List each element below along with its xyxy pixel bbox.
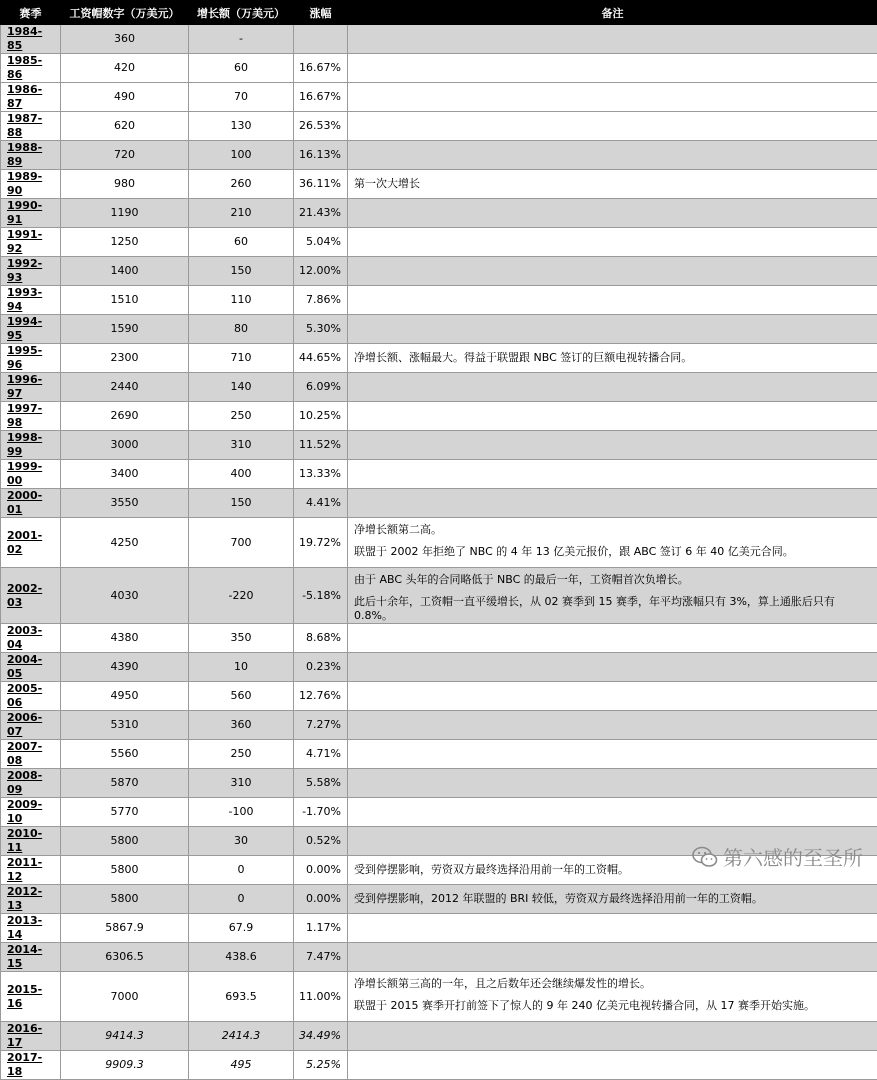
- cap-cell: 360: [61, 25, 189, 54]
- increase-cell: 140: [189, 373, 294, 402]
- percent-cell: 26.53%: [294, 112, 348, 141]
- increase-cell: 310: [189, 769, 294, 798]
- note-cell: [348, 54, 877, 83]
- percent-cell: -1.70%: [294, 798, 348, 827]
- table-row: [1, 286, 877, 315]
- table-row: [1, 199, 877, 228]
- season-cell: 2004-05: [1, 653, 61, 682]
- season-cell: 2001-02: [1, 518, 61, 568]
- cap-cell: 5867.9: [61, 914, 189, 943]
- percent-cell: 16.67%: [294, 83, 348, 112]
- note-cell: [348, 286, 877, 315]
- note-line-1: 净增长额、涨幅最大。得益于联盟跟 NBC 签订的巨额电视转播合同。: [354, 351, 873, 365]
- header-note: 备注: [348, 1, 877, 25]
- cap-cell: 1190: [61, 199, 189, 228]
- note-cell: [348, 83, 877, 112]
- note-cell: [348, 25, 877, 54]
- increase-cell: 0: [189, 885, 294, 914]
- note-cell: [348, 624, 877, 653]
- percent-cell: 6.09%: [294, 373, 348, 402]
- cap-cell: 1250: [61, 228, 189, 257]
- note-line-2: 此后十余年，工资帽一直平缓增长，从 02 赛季到 15 赛季，年平均涨幅只有 3%，算上通胀后只有 0.8%。: [354, 595, 873, 623]
- table-row: [1, 798, 877, 827]
- note-cell: [348, 972, 877, 1022]
- increase-cell: 438.6: [189, 943, 294, 972]
- percent-cell: 11.00%: [294, 972, 348, 1022]
- header-cap: 工资帽数字（万美元）: [61, 1, 189, 25]
- cap-cell: 4250: [61, 518, 189, 568]
- table-row: [1, 972, 877, 1022]
- percent-cell: 10.25%: [294, 402, 348, 431]
- watermark-text: 第六感的至圣所: [723, 842, 863, 871]
- increase-cell: 100: [189, 141, 294, 170]
- increase-cell: 60: [189, 228, 294, 257]
- season-cell: 2006-07: [1, 711, 61, 740]
- increase-cell: -: [189, 25, 294, 54]
- cap-cell: 2690: [61, 402, 189, 431]
- table-row: [1, 489, 877, 518]
- cap-cell: 2440: [61, 373, 189, 402]
- note-cell: [348, 653, 877, 682]
- percent-cell: 0.00%: [294, 856, 348, 885]
- percent-cell: 0.00%: [294, 885, 348, 914]
- season-cell: 2011-12: [1, 856, 61, 885]
- table-row: [1, 711, 877, 740]
- increase-cell: -220: [189, 568, 294, 624]
- note-cell: [348, 943, 877, 972]
- cap-cell: 5770: [61, 798, 189, 827]
- season-cell: 1997-98: [1, 402, 61, 431]
- increase-cell: 310: [189, 431, 294, 460]
- percent-cell: 4.41%: [294, 489, 348, 518]
- season-cell: 2009-10: [1, 798, 61, 827]
- season-cell: 2003-04: [1, 624, 61, 653]
- season-cell: 2007-08: [1, 740, 61, 769]
- percent-cell: 44.65%: [294, 344, 348, 373]
- percent-cell: 16.67%: [294, 54, 348, 83]
- note-cell: [348, 489, 877, 518]
- cap-cell: 1510: [61, 286, 189, 315]
- percent-cell: 0.23%: [294, 653, 348, 682]
- percent-cell: 12.76%: [294, 682, 348, 711]
- increase-cell: 693.5: [189, 972, 294, 1022]
- cap-cell: 1590: [61, 315, 189, 344]
- cap-cell: 4380: [61, 624, 189, 653]
- percent-cell: 0.52%: [294, 827, 348, 856]
- table-row: [1, 83, 877, 112]
- table-row: [1, 402, 877, 431]
- note-cell: [348, 373, 877, 402]
- note-line-1: 净增长额第三高的一年，且之后数年还会继续爆发性的增长。: [354, 977, 873, 991]
- increase-cell: 110: [189, 286, 294, 315]
- percent-cell: 36.11%: [294, 170, 348, 199]
- increase-cell: 150: [189, 257, 294, 286]
- season-cell: 1992-93: [1, 257, 61, 286]
- cap-cell: 6306.5: [61, 943, 189, 972]
- note-cell: [348, 170, 877, 199]
- percent-cell: 13.33%: [294, 460, 348, 489]
- cap-cell: 5800: [61, 856, 189, 885]
- note-cell: [348, 798, 877, 827]
- cap-cell: 9414.3: [61, 1022, 189, 1051]
- table-row: [1, 943, 877, 972]
- cap-cell: 5800: [61, 827, 189, 856]
- percent-cell: 21.43%: [294, 199, 348, 228]
- percent-cell: 7.86%: [294, 286, 348, 315]
- percent-cell: [294, 25, 348, 54]
- table-row: [1, 431, 877, 460]
- increase-cell: 2414.3: [189, 1022, 294, 1051]
- note-line-1: 净增长额第二高。: [354, 523, 873, 537]
- increase-cell: 0: [189, 856, 294, 885]
- increase-cell: 260: [189, 170, 294, 199]
- cap-cell: 620: [61, 112, 189, 141]
- note-line-1: 受到停摆影响，劳资双方最终选择沿用前一年的工资帽。: [354, 863, 873, 877]
- season-cell: 2014-15: [1, 943, 61, 972]
- table-row: [1, 228, 877, 257]
- note-cell: [348, 885, 877, 914]
- season-cell: 2002-03: [1, 568, 61, 624]
- season-cell: 1996-97: [1, 373, 61, 402]
- table-row: [1, 257, 877, 286]
- table-row: [1, 740, 877, 769]
- percent-cell: 5.30%: [294, 315, 348, 344]
- note-line-1: 受到停摆影响，2012 年联盟的 BRI 较低，劳资双方最终选择沿用前一年的工资帽。: [354, 892, 873, 906]
- cap-cell: 420: [61, 54, 189, 83]
- table-row: [1, 344, 877, 373]
- season-cell: 2013-14: [1, 914, 61, 943]
- percent-cell: -5.18%: [294, 568, 348, 624]
- percent-cell: 5.25%: [294, 1051, 348, 1080]
- season-cell: 2012-13: [1, 885, 61, 914]
- table-row: [1, 885, 877, 914]
- increase-cell: 60: [189, 54, 294, 83]
- note-cell: [348, 568, 877, 624]
- note-cell: [348, 402, 877, 431]
- season-cell: 1989-90: [1, 170, 61, 199]
- note-cell: [348, 518, 877, 568]
- note-cell: [348, 315, 877, 344]
- increase-cell: 130: [189, 112, 294, 141]
- table-row: [1, 141, 877, 170]
- note-line-2: 联盟于 2015 赛季开打前签下了惊人的 9 年 240 亿美元电视转播合同，从 17 赛季开始实施。: [354, 999, 873, 1013]
- season-cell: 2010-11: [1, 827, 61, 856]
- season-cell: 2017-18: [1, 1051, 61, 1080]
- note-cell: [348, 141, 877, 170]
- cap-cell: 5560: [61, 740, 189, 769]
- cap-cell: 1400: [61, 257, 189, 286]
- increase-cell: 495: [189, 1051, 294, 1080]
- percent-cell: 4.71%: [294, 740, 348, 769]
- cap-cell: 2300: [61, 344, 189, 373]
- table-row: [1, 25, 877, 54]
- season-cell: 2016-17: [1, 1022, 61, 1051]
- note-cell: [348, 711, 877, 740]
- cap-cell: 7000: [61, 972, 189, 1022]
- percent-cell: 12.00%: [294, 257, 348, 286]
- season-cell: 1999-00: [1, 460, 61, 489]
- season-cell: 1991-92: [1, 228, 61, 257]
- season-cell: 2005-06: [1, 682, 61, 711]
- season-cell: 1988-89: [1, 141, 61, 170]
- note-cell: [348, 112, 877, 141]
- cap-cell: 3400: [61, 460, 189, 489]
- percent-cell: 5.58%: [294, 769, 348, 798]
- table-row: [1, 1022, 877, 1051]
- percent-cell: 8.68%: [294, 624, 348, 653]
- increase-cell: 10: [189, 653, 294, 682]
- header-season: 赛季: [1, 1, 61, 25]
- percent-cell: 19.72%: [294, 518, 348, 568]
- increase-cell: 150: [189, 489, 294, 518]
- increase-cell: 250: [189, 740, 294, 769]
- season-cell: 1986-87: [1, 83, 61, 112]
- percent-cell: 1.17%: [294, 914, 348, 943]
- note-cell: [348, 431, 877, 460]
- cap-cell: 490: [61, 83, 189, 112]
- increase-cell: 80: [189, 315, 294, 344]
- table-row: [1, 315, 877, 344]
- season-cell: 1985-86: [1, 54, 61, 83]
- note-cell: [348, 682, 877, 711]
- season-cell: 2008-09: [1, 769, 61, 798]
- cap-cell: 4030: [61, 568, 189, 624]
- note-line-1: 由于 ABC 头年的合同略低于 NBC 的最后一年，工资帽首次负增长。: [354, 573, 873, 587]
- cap-cell: 720: [61, 141, 189, 170]
- percent-cell: 11.52%: [294, 431, 348, 460]
- header-row: [1, 1, 877, 25]
- increase-cell: 350: [189, 624, 294, 653]
- table-row: [1, 624, 877, 653]
- season-cell: 1995-96: [1, 344, 61, 373]
- note-cell: [348, 914, 877, 943]
- season-cell: 2015-16: [1, 972, 61, 1022]
- increase-cell: 360: [189, 711, 294, 740]
- note-cell: [348, 257, 877, 286]
- note-line-2: 联盟于 2002 年拒绝了 NBC 的 4 年 13 亿美元报价，跟 ABC 签订 6 年 40 亿美元合同。: [354, 545, 873, 559]
- cap-cell: 980: [61, 170, 189, 199]
- cap-cell: 3000: [61, 431, 189, 460]
- cap-cell: 5310: [61, 711, 189, 740]
- season-cell: 1994-95: [1, 315, 61, 344]
- season-cell: 1998-99: [1, 431, 61, 460]
- table-row: [1, 1051, 877, 1080]
- season-cell: 1984-85: [1, 25, 61, 54]
- increase-cell: 70: [189, 83, 294, 112]
- table-row: [1, 518, 877, 568]
- increase-cell: -100: [189, 798, 294, 827]
- table-row: [1, 170, 877, 199]
- table-row: [1, 914, 877, 943]
- note-cell: [348, 1051, 877, 1080]
- note-cell: [348, 460, 877, 489]
- season-cell: 1987-88: [1, 112, 61, 141]
- percent-cell: 7.27%: [294, 711, 348, 740]
- note-cell: [348, 740, 877, 769]
- table-row: [1, 54, 877, 83]
- increase-cell: 210: [189, 199, 294, 228]
- cap-cell: 4950: [61, 682, 189, 711]
- percent-cell: 34.49%: [294, 1022, 348, 1051]
- header-increase: 增长额（万美元）: [189, 1, 294, 25]
- cap-cell: 4390: [61, 653, 189, 682]
- cap-cell: 5800: [61, 885, 189, 914]
- note-cell: [348, 344, 877, 373]
- wechat-icon: [692, 846, 718, 868]
- table-row: [1, 568, 877, 624]
- season-cell: 1993-94: [1, 286, 61, 315]
- note-cell: [348, 1022, 877, 1051]
- increase-cell: 560: [189, 682, 294, 711]
- cap-cell: 5870: [61, 769, 189, 798]
- note-cell: [348, 769, 877, 798]
- table-row: [1, 460, 877, 489]
- season-cell: 1990-91: [1, 199, 61, 228]
- cap-cell: 3550: [61, 489, 189, 518]
- table-row: [1, 682, 877, 711]
- increase-cell: 30: [189, 827, 294, 856]
- increase-cell: 250: [189, 402, 294, 431]
- increase-cell: 67.9: [189, 914, 294, 943]
- header-percent: 涨幅: [294, 1, 348, 25]
- increase-cell: 400: [189, 460, 294, 489]
- watermark: [692, 842, 863, 871]
- table-body: [1, 25, 877, 1080]
- note-cell: [348, 199, 877, 228]
- cap-cell: 9909.3: [61, 1051, 189, 1080]
- increase-cell: 700: [189, 518, 294, 568]
- table-row: [1, 112, 877, 141]
- percent-cell: 7.47%: [294, 943, 348, 972]
- season-cell: 2000-01: [1, 489, 61, 518]
- increase-cell: 710: [189, 344, 294, 373]
- percent-cell: 16.13%: [294, 141, 348, 170]
- note-cell: [348, 228, 877, 257]
- percent-cell: 5.04%: [294, 228, 348, 257]
- table-row: [1, 769, 877, 798]
- table-row: [1, 373, 877, 402]
- note-line-1: 第一次大增长: [354, 177, 873, 191]
- table-row: [1, 653, 877, 682]
